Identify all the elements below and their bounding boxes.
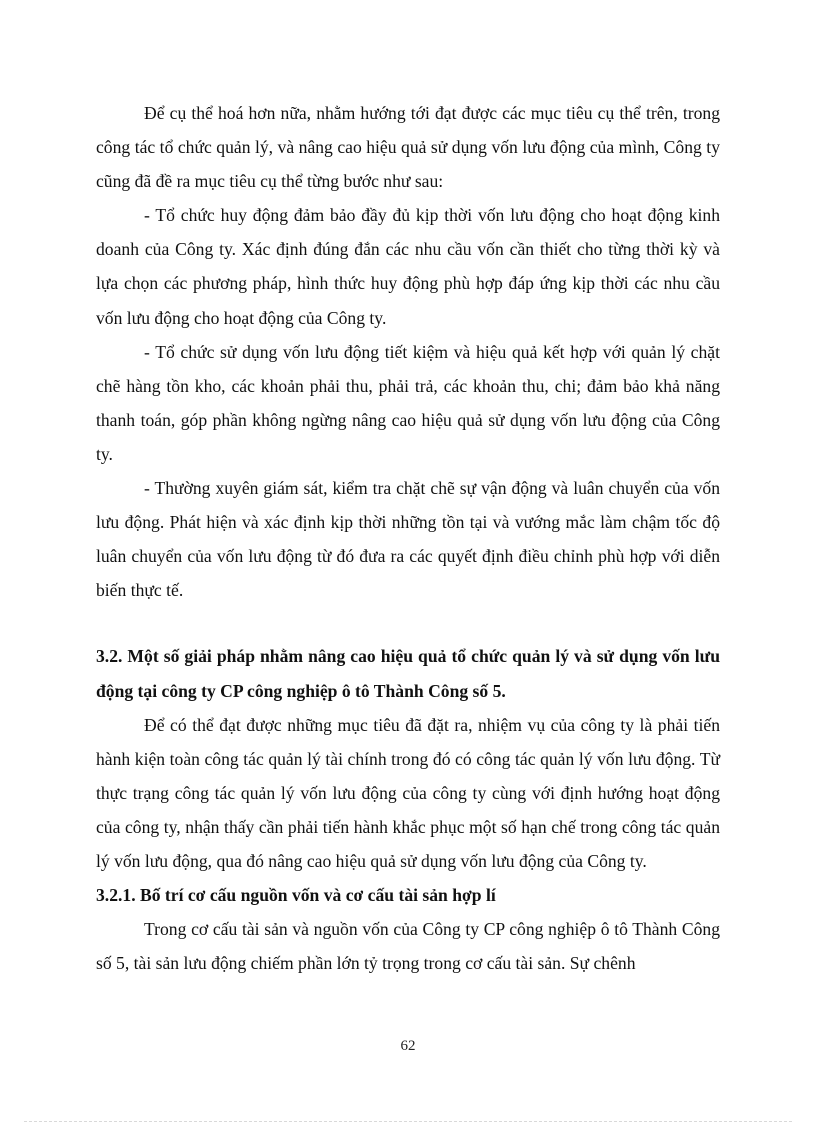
document-page: [96, 96, 720, 980]
page-bottom-divider: [24, 1121, 792, 1122]
section-paragraph: Để có thể đạt được những mục tiêu đã đặt ra, nhiệm vụ của công ty là phải tiến hành kiện toàn công tác quản lý tài chính trong đó có công tác quản lý vốn lưu động. Từ thực trạng công tác quản lý vốn lưu động của công ty cùng với định hướng hoạt động của công ty, nhận thấy cần phải tiến hành khắc phục một số hạn chế trong công tác quản lý vốn lưu động, qua đó nâng cao hiệu quả sử dụng vốn lưu động của Công ty.: [96, 714, 720, 871]
page-number: 62: [400, 1038, 416, 1054]
paragraph-bullet-mobilize: - Tổ chức huy động đảm bảo đầy đủ kịp thời vốn lưu động cho hoạt động kinh doanh của Công ty. Xác định đúng đắn các nhu cầu vốn cần thiết cho từng thời kỳ và lựa chọn các phương pháp, hình thức huy động phù hợp đáp ứng kịp thời các nhu cầu vốn lưu động cho hoạt động của Công ty.: [96, 205, 720, 328]
subsection-paragraph: Trong cơ cấu tài sản và nguồn vốn của Công ty CP công nghiệp ô tô Thành Công số 5, tài sản lưu động chiếm phần lớn tỷ trọng trong cơ cấu tài sản. Sự chênh: [96, 919, 720, 974]
paragraph-intro: Để cụ thể hoá hơn nữa, nhằm hướng tới đạt được các mục tiêu cụ thể trên, trong công tác tổ chức quản lý, và nâng cao hiệu quả sử dụng vốn lưu động của mình, Công ty cũng đã đề ra mục tiêu cụ thể từng bước như sau:: [96, 103, 720, 192]
section-heading: 3.2. Một số giải pháp nhằm nâng cao hiệu quả tổ chức quản lý và sử dụng vốn lưu động tại công ty CP công nghiệp ô tô Thành Công số 5.: [96, 646, 720, 701]
paragraph-bullet-use: - Tổ chức sử dụng vốn lưu động tiết kiệm và hiệu quả kết hợp với quản lý chặt chẽ hàng tồn kho, các khoản phải thu, phải trả, các khoản thu, chi; đảm bảo khả năng thanh toán, góp phần không ngừng nâng cao hiệu quả sử dụng vốn lưu động của Công ty.: [96, 341, 720, 464]
subsection-heading: 3.2.1. Bố trí cơ cấu nguồn vốn và cơ cấu tài sản hợp lí: [96, 885, 496, 906]
paragraph-bullet-monitor: - Thường xuyên giám sát, kiểm tra chặt chẽ sự vận động và luân chuyển của vốn lưu động. Phát hiện và xác định kịp thời những tồn tại và vướng mắc làm chậm tốc độ luân chuyển của vốn lưu động từ đó đưa ra các quyết định điều chỉnh phù hợp với diễn biến thực tế.: [96, 478, 720, 601]
